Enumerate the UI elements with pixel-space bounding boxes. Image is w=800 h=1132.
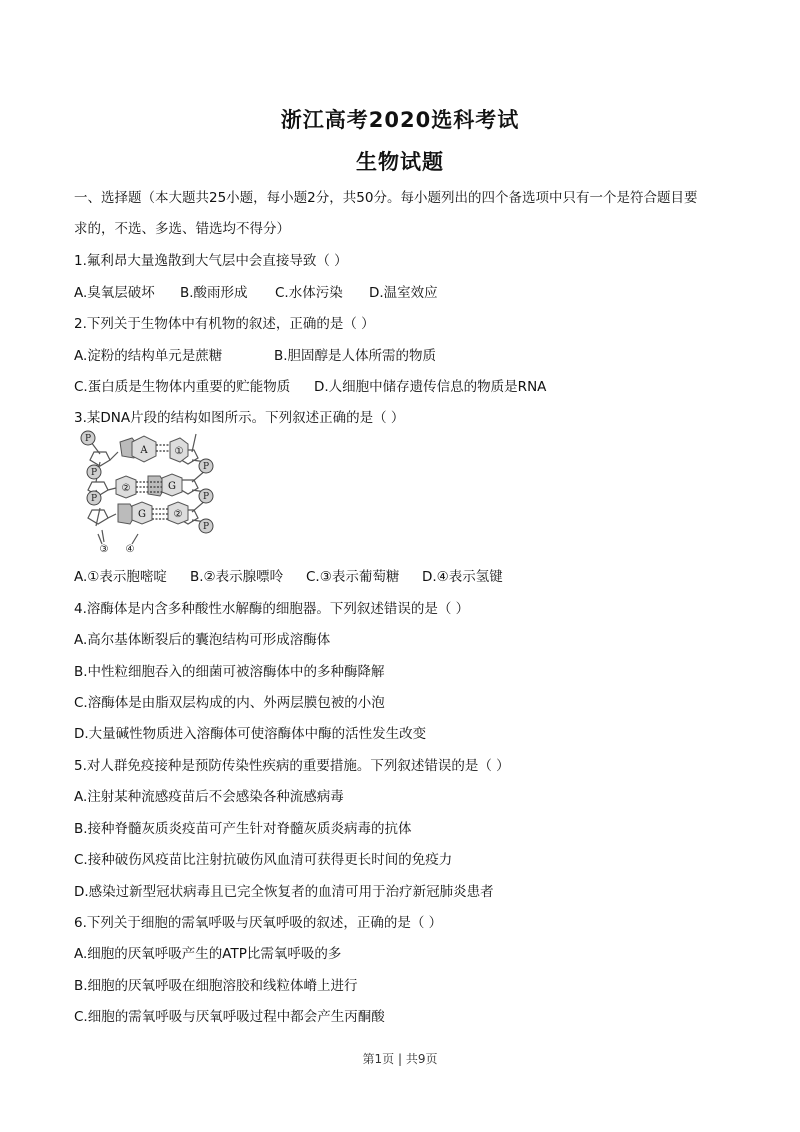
question-3-options [74, 565, 503, 585]
q6-option-b: B.细胞的厌氧呼吸在细胞溶胶和线粒体嵴上进行 [74, 978, 358, 994]
question-5-stem: 5.对人群免疫接种是预防传染性疾病的重要措施。下列叙述错误的是（ ） [74, 758, 510, 774]
section-intro-line2: 求的，不选、多选、错选均不得分） [74, 221, 290, 237]
q4-option-a: A.高尔基体断裂后的囊泡结构可形成溶酶体 [74, 632, 331, 648]
exam-subtitle: 生物试题 [356, 150, 444, 174]
q2-option-a: A.淀粉的结构单元是蔗糖 [74, 348, 223, 364]
phosphate-label: P [202, 492, 210, 502]
q2-option-b: B.胆固醇是人体所需的物质 [274, 348, 437, 364]
base-label-a: A [140, 445, 148, 456]
q2-option-d: D.人细胞中储存遗传信息的物质是RNA [314, 379, 547, 395]
q5-option-b: B.接种脊髓灰质炎疫苗可产生针对脊髓灰质炎病毒的抗体 [74, 821, 412, 837]
right-backbone-bond-1 [192, 434, 196, 452]
question-6-stem: 6.下列关于细胞的需氧呼吸与厌氧呼吸的叙述，正确的是（ ） [74, 915, 443, 931]
q6-option-c: C.细胞的需氧呼吸与厌氧呼吸过程中都会产生丙酮酸 [74, 1009, 385, 1025]
q5-option-d: D.感染过新型冠状病毒且已完全恢复者的血清可用于治疗新冠肺炎患者 [74, 884, 494, 900]
exam-title: 浙江高考2020选科考试 [280, 108, 520, 132]
q4-option-b: B.中性粒细胞吞入的细菌可被溶酶体中的多种酶降解 [74, 664, 385, 680]
phosphate-label: P [90, 494, 98, 504]
base-label-g: G [168, 481, 176, 492]
phosphate-label: P [90, 468, 98, 478]
q1-option-c: C.水体污染 [275, 285, 343, 301]
question-2-stem: 2.下列关于生物体中有机物的叙述，正确的是（ ） [74, 316, 375, 332]
question-2-options-row1 [74, 344, 436, 364]
dna-structure-diagram [74, 430, 224, 556]
q4-option-d: D.大量碱性物质进入溶酶体可使溶酶体中酶的活性发生改变 [74, 726, 427, 742]
question-2-options-row2 [74, 375, 546, 395]
q3-option-c: C.③表示葡萄糖 [306, 569, 400, 585]
question-1-stem: 1.氟利昂大量逸散到大气层中会直接导致（ ） [74, 253, 348, 269]
sugar-base-bond-2 [108, 488, 116, 490]
left-backbone-tail [98, 534, 102, 544]
phosphate-label: P [202, 522, 210, 532]
q3-option-d: D.④表示氢键 [422, 569, 503, 585]
base-label-2: ② [173, 509, 183, 520]
q1-option-d: D.温室效应 [369, 285, 438, 301]
question-1-options [74, 281, 438, 301]
phosphate-label: P [84, 434, 92, 444]
pointer-label-4: ④ [125, 544, 135, 555]
sugar-base-bond-1 [110, 452, 118, 460]
label-4-leader [132, 534, 138, 544]
q1-option-b: B.酸雨形成 [180, 285, 248, 301]
question-3-stem: 3.某DNA片段的结构如图所示。下列叙述正确的是（ ） [74, 410, 405, 426]
q6-option-a: A.细胞的厌氧呼吸产生的ATP比需氧呼吸的多 [74, 946, 342, 962]
q1-option-a: A.臭氧层破坏 [74, 285, 155, 301]
q4-option-c: C.溶酶体是由脂双层构成的内、外两层膜包被的小泡 [74, 695, 385, 711]
phosphate-label: P [202, 462, 210, 472]
base-label-1: ① [174, 446, 184, 457]
q2-option-c: C.蛋白质是生物体内重要的贮能物质 [74, 379, 291, 395]
base-label-g: G [138, 509, 146, 520]
sugar-base-bond-3 [108, 514, 116, 518]
q3-option-a: A.①表示胞嘧啶 [74, 569, 167, 585]
q3-option-b: B.②表示腺嘌呤 [190, 569, 284, 585]
label-3-leader [102, 530, 104, 542]
section-intro-line1: 一、选择题（本大题共25小题，每小题2分，共50分。每小题列出的四个备选项中只有一个是符合题目要 [74, 190, 698, 206]
q5-option-c: C.接种破伤风疫苗比注射抗破伤风血清可获得更长时间的免疫力 [74, 852, 453, 868]
question-4-stem: 4.溶酶体是内含多种酸性水解酶的细胞器。下列叙述错误的是（ ） [74, 601, 470, 617]
q5-option-a: A.注射某种流感疫苗后不会感染各种流感病毒 [74, 789, 344, 805]
page-number: 第1页 | 共9页 [362, 1052, 438, 1066]
base-label-2: ② [121, 483, 131, 494]
pointer-label-3: ③ [99, 544, 109, 555]
